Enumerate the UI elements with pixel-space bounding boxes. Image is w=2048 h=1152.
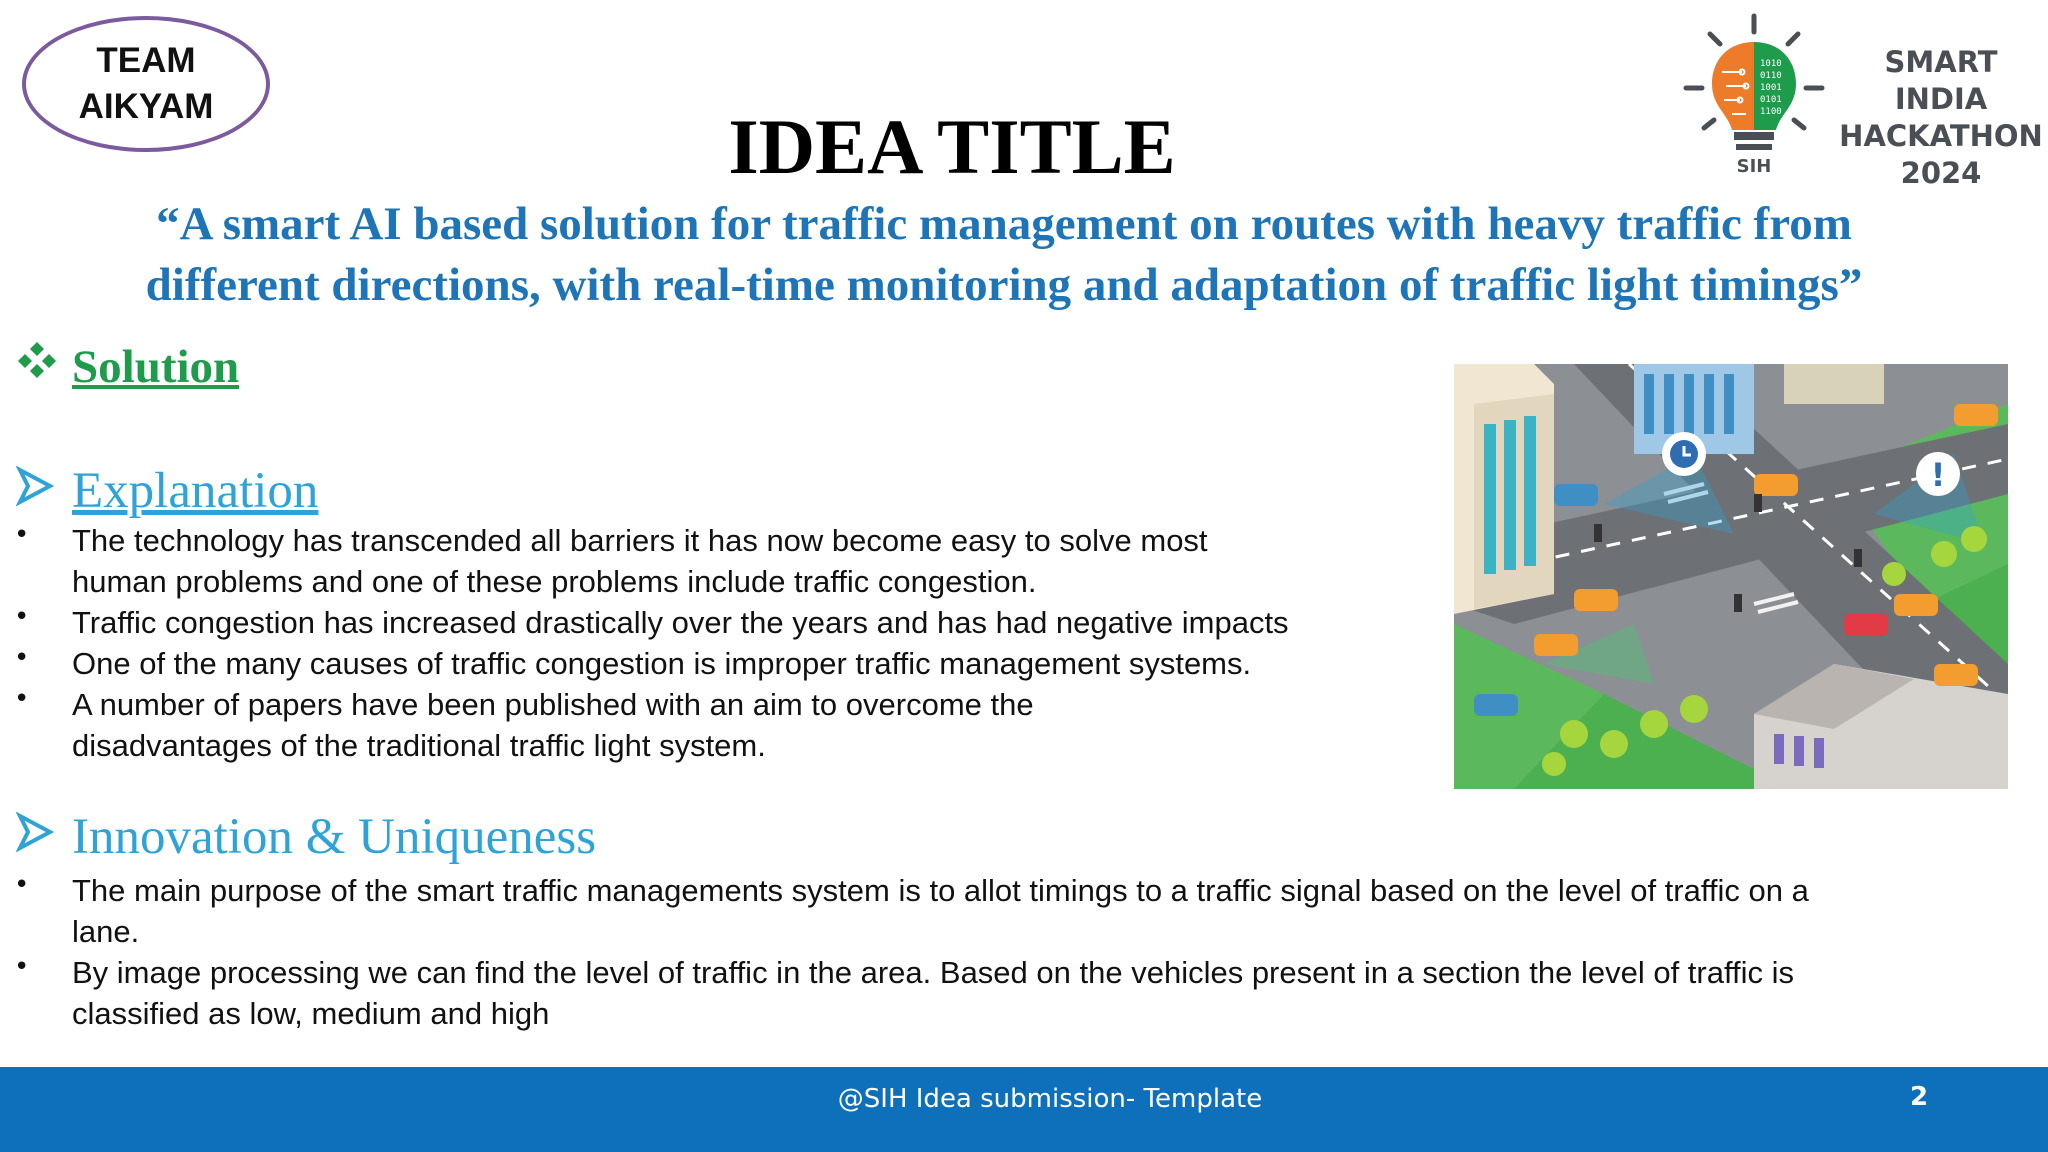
bullet-dot: • [14,602,30,632]
page-title: IDEA TITLE [728,103,1176,190]
svg-text:1100: 1100 [1760,107,1782,117]
idea-statement-line-2: different directions, with real-time monitoring and adaptation of traffic light timings” [145,259,1863,311]
logo-line-3: 2024 [1900,156,1982,190]
page-number: 2 [1910,1082,1929,1112]
team-label: TEAM [96,41,196,80]
bullet-dot: • [14,643,30,673]
text-line: human problems and one of these problems include traffic congestion. [72,564,1037,599]
solution-heading: Solution [72,341,240,393]
logo-line-2: HACKATHON [1839,119,2043,153]
explanation-bullet-3 [72,643,1251,684]
innovation-heading: Innovation & Uniqueness [72,809,597,865]
text-line: lane. [72,914,140,949]
svg-text:1010: 1010 [1760,59,1782,69]
idea-statement-line-1: “A smart AI based solution for traffic management on routes with heavy traffic from [156,198,1852,250]
text-line: classified as low, medium and high [72,996,550,1031]
text-line: The technology has transcended all barriers it has now become easy to solve most [72,523,1208,558]
svg-text:0101: 0101 [1760,95,1782,105]
explanation-bullet-2 [72,602,1289,643]
bullet-dot: • [14,952,30,982]
svg-text:1001: 1001 [1760,83,1782,93]
diamond-bullet-icon [16,340,58,380]
arrow-bullet-icon [16,812,54,852]
text-line: A number of papers have been published with an aim to overcome the [72,687,1034,722]
svg-text:!: ! [1930,456,1946,494]
explanation-heading: Explanation [72,463,319,519]
innovation-bullet-1 [72,870,1809,952]
arrow-bullet-icon [16,466,54,506]
bullet-dot: • [14,870,30,900]
text-line: disadvantages of the traditional traffic light system. [72,728,766,763]
logo-line-1: SMART INDIA [1884,45,1998,116]
text-line: The main purpose of the smart traffic managements system is to allot timings to a traffic signal based on the level of traffic on a [72,873,1809,908]
explanation-bullet-1 [72,520,1208,602]
bullet-dot: • [14,684,30,714]
footer-text: @SIH Idea submission- Template [837,1084,1263,1114]
idea-statement [40,194,1968,316]
team-name: AIKYAM [78,87,214,126]
text-line: One of the many causes of traffic congestion is improper traffic management systems. [72,646,1252,681]
svg-text:0110: 0110 [1760,71,1782,81]
innovation-bullet-2 [72,952,1794,1034]
smart-city-traffic-illustration [1454,364,2008,789]
text-line: Traffic congestion has increased drastically over the years and has had negative impacts [72,605,1289,640]
explanation-bullet-4 [72,684,1034,766]
bullet-dot: • [14,520,30,550]
sih-badge-text: SIH [1736,156,1772,177]
text-line: By image processing we can find the level of traffic in the area. Based on the vehicles present in a section the level of traffic is [72,955,1795,990]
